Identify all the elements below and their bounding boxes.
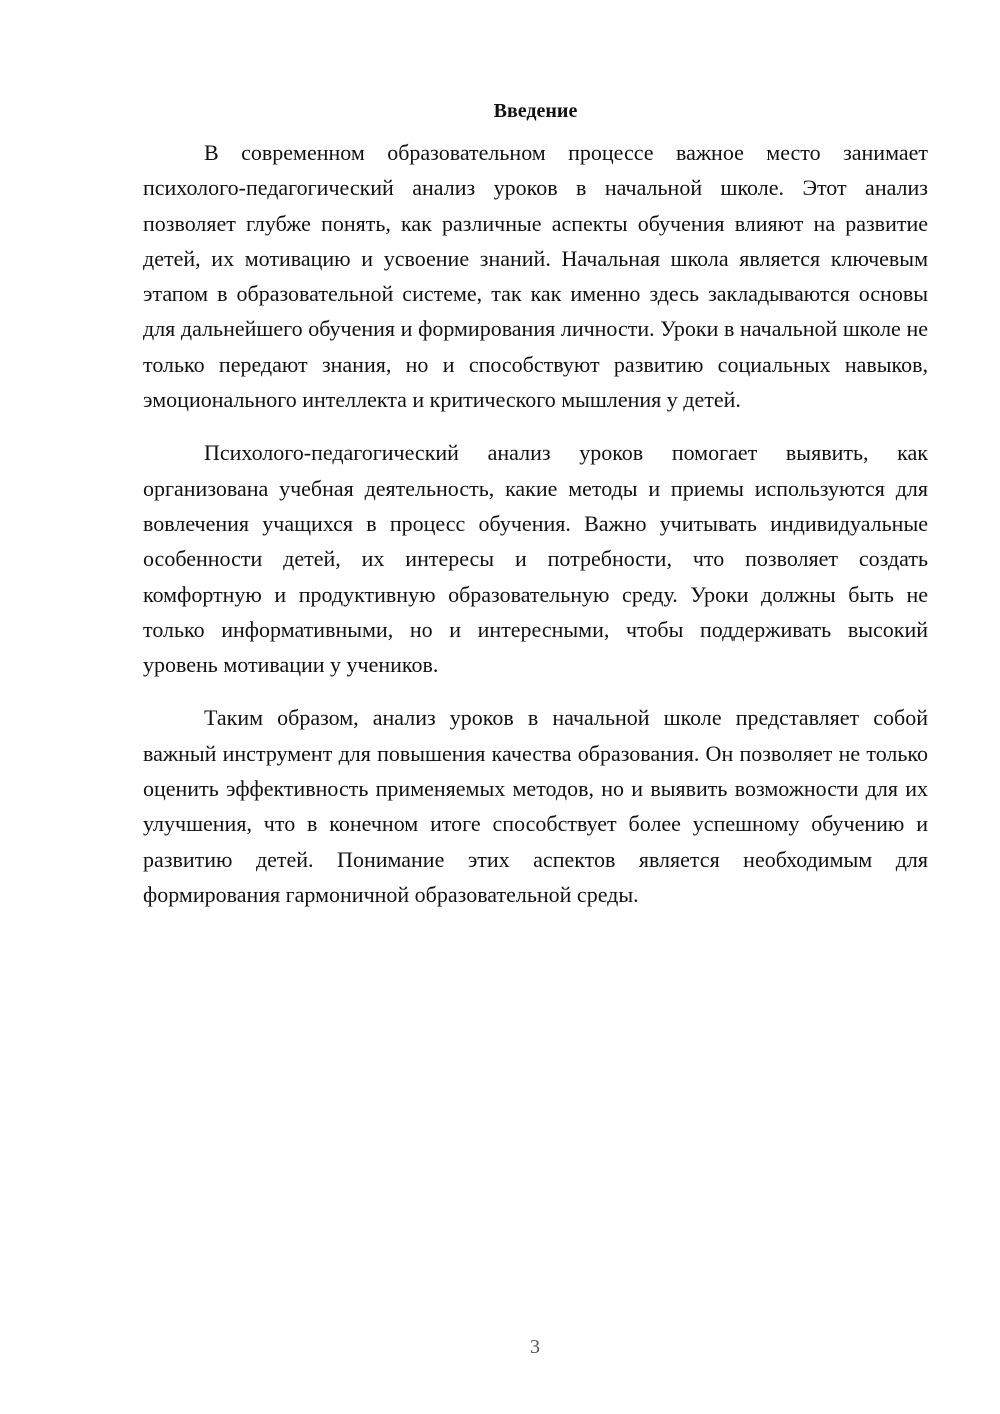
page-content	[143, 97, 928, 930]
paragraph-3: Таким образом, анализ уроков в начальной школе представляет собой важный инструмент для повышения качества образования. Он позволяет не только оценить эффективность применяемых методов, но и выявить возможности для их улучшения, что в конечном итоге способствует более успешному обучению и развитию детей. Понимание этих аспектов является необходимым для формирования гармоничной образовательной среды.	[143, 705, 928, 907]
page-number: 3	[530, 1336, 540, 1358]
paragraph-1: В современном образовательном процессе важное место занимает психолого-педагогический анализ уроков в начальной школе. Этот анализ позволяет глубже понять, как различные аспекты обучения влияют на развитие детей, их мотивацию и усвоение знаний. Начальная школа является ключевым этапом в образовательной системе, так как именно здесь закладываются основы для дальнейшего обучения и формирования личности. Уроки в начальной школе не только передают знания, но и способствуют развитию социальных навыков, эмоционального интеллекта и критического мышления у детей.	[143, 140, 928, 413]
section-heading: Введение	[493, 100, 578, 122]
paragraph-2: Психолого-педагогический анализ уроков помогает выявить, как организована учебная деятельность, какие методы и приемы используются для вовлечения учащихся в процесс обучения. Важно учитывать индивидуальные особенности детей, их интересы и потребности, что позволяет создать комфортную и продуктивную образовательную среду. Уроки должны быть не только информативными, но и интересными, чтобы поддерживать высокий уровень мотивации у учеников.	[143, 440, 928, 678]
